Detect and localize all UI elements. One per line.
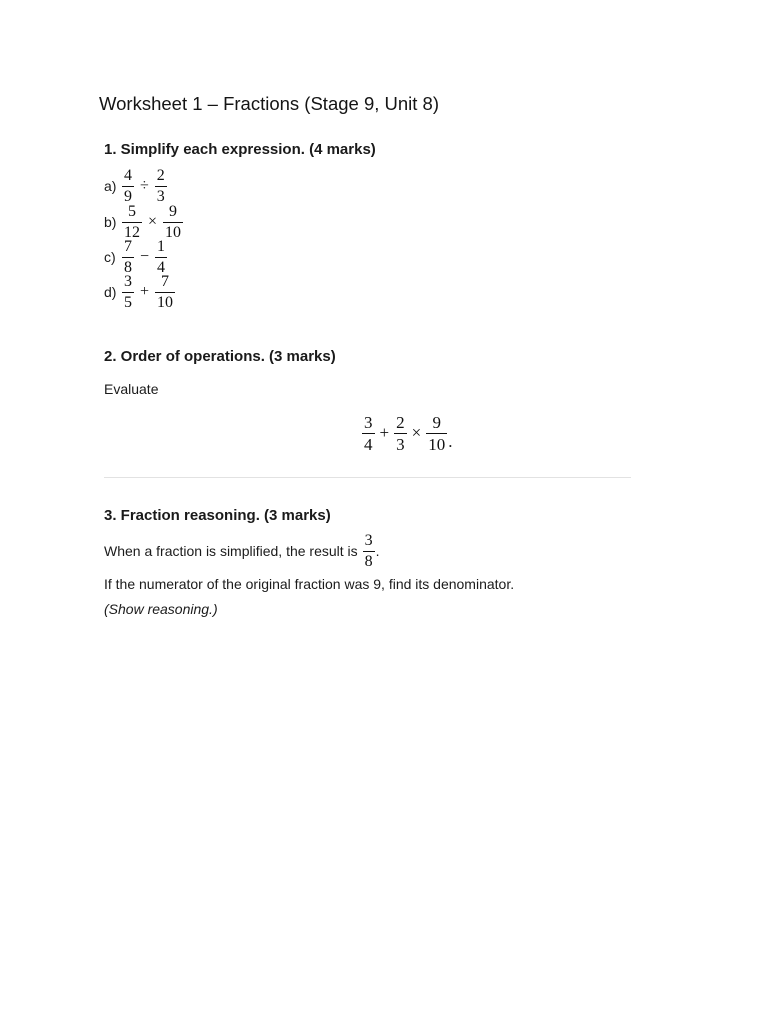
question-3-statement (104, 531, 380, 571)
question-1-part-a (104, 168, 167, 204)
fraction (155, 167, 167, 206)
multiplication-operator: × (411, 423, 422, 442)
numerator: 2 (396, 412, 405, 432)
numerator: 3 (363, 532, 375, 552)
part-label: d) (104, 284, 117, 300)
part-label: b) (104, 214, 117, 230)
fraction (122, 273, 134, 312)
division-operator: ÷ (140, 177, 149, 194)
part-label: c) (104, 249, 116, 265)
question-1-part-c (104, 239, 167, 275)
denominator: 4 (157, 258, 166, 276)
fraction (155, 273, 175, 312)
denominator: 4 (364, 434, 373, 454)
denominator: 5 (124, 293, 132, 311)
fraction (426, 413, 447, 454)
denominator: 10 (165, 223, 182, 241)
numerator: 3 (364, 412, 373, 432)
statement-text: When a fraction is simplified, the result is (104, 543, 358, 559)
fraction (122, 203, 142, 242)
section-divider (104, 477, 631, 478)
numerator: 9 (426, 413, 447, 434)
numerator: 9 (163, 203, 183, 223)
numerator: 2 (155, 167, 167, 187)
fraction (362, 413, 375, 454)
fraction (155, 238, 167, 277)
question-3-heading: 3. Fraction reasoning. (3 marks) (104, 507, 331, 524)
question-2-heading: 2. Order of operations. (3 marks) (104, 348, 336, 365)
part-label: a) (104, 178, 117, 194)
numerator: 4 (122, 167, 134, 187)
question-3-note: (Show reasoning.) (104, 601, 218, 617)
question-3-task: If the numerator of the original fraction was 9, find its denominator. (104, 576, 515, 592)
numerator: 5 (122, 203, 142, 223)
question-2-expression (362, 413, 452, 453)
addition-operator: + (140, 283, 150, 300)
denominator: 10 (157, 293, 174, 311)
expression-period: . (448, 432, 453, 451)
denominator: 9 (124, 187, 132, 205)
multiplication-operator: × (148, 213, 158, 230)
fraction (394, 413, 407, 454)
worksheet-title: Worksheet 1 – Fractions (Stage 9, Unit 8) (99, 93, 440, 114)
denominator: 3 (156, 187, 165, 205)
question-1-heading: 1. Simplify each expression. (4 marks) (104, 141, 376, 158)
fraction (122, 167, 134, 206)
denominator: 8 (124, 258, 132, 276)
denominator: 3 (396, 434, 405, 454)
denominator: 10 (428, 434, 446, 454)
denominator: 12 (124, 223, 140, 241)
statement-period: . (375, 543, 380, 559)
numerator: 7 (122, 238, 134, 258)
fraction (363, 532, 375, 571)
denominator: 8 (364, 552, 373, 570)
numerator: 7 (155, 273, 175, 293)
question-1-part-b (104, 204, 183, 240)
subtraction-operator: − (140, 248, 150, 265)
question-1-part-d (104, 274, 175, 310)
numerator: 1 (155, 238, 167, 258)
fraction (163, 203, 183, 242)
fraction (122, 238, 134, 277)
numerator: 3 (122, 273, 134, 293)
addition-operator: + (379, 423, 390, 442)
question-2-instruction: Evaluate (104, 381, 159, 397)
